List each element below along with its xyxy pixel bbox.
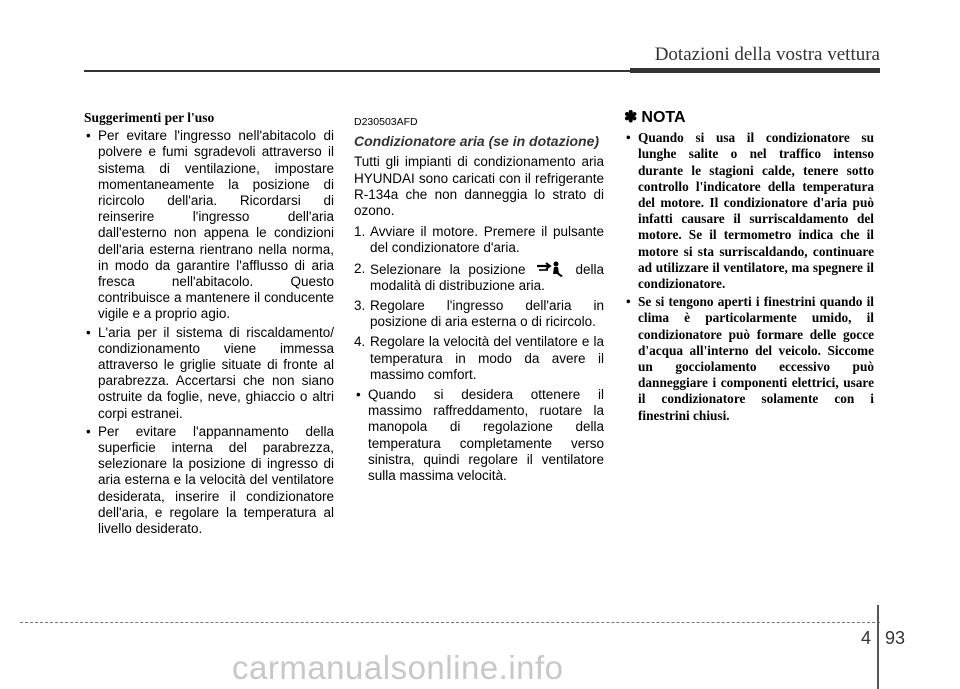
step-text: Avviare il motore. Premere il pulsante del condizionatore d'aria. <box>370 224 604 256</box>
steps-list <box>354 224 604 383</box>
note-title: NOTA <box>641 109 686 126</box>
section-title: Condizionatore aria (se in dotazione) <box>354 133 600 150</box>
page-number: 93 <box>885 628 906 648</box>
list-item: • Quando si desidera ottenere il massimo raffreddamento, ruotare la manopola di regolazione della temperatura completamente verso sinistra, quindi regolare il ventilatore sulla massima velocità. <box>354 387 604 484</box>
step-text: Selezionare la posizione <box>370 261 526 277</box>
step-number: 4. <box>354 334 366 350</box>
note-heading <box>624 110 874 126</box>
list-item: • Se si tengono aperti i finestrini quando il clima è particolarmente umido, il condizionatore può formare delle gocce d'acqua all'interno del veicolo. Siccome un gocciolamento eccessivo può danneggiare i componenti elettrici, usare il condizionatore solamente con i finestrini chiusi. <box>624 294 874 424</box>
column-note <box>624 110 874 426</box>
list-item: • L'aria per il sistema di riscaldamento/ condizionamento viene immessa attraverso le griglie situate di fronte al parabrezza. Accertarsi che non siano ostruite da foglie, neve, ghiaccio o altri corpi estranei. <box>84 325 334 422</box>
list-item: • Quando si usa il condizionatore su lunghe salite o nel traffico intenso durante le stagioni calde, tenere sotto controllo l'indicatore della temperatura del motore. Il condizionatore d'aria può infatti causare il surriscaldamento del motore. Se il termometro indica che il motore si sta surriscaldando, continuare ad utilizzare il ventilatore, ma spegnere il condizionatore. <box>624 130 874 292</box>
step-number: 3. <box>354 298 366 314</box>
watermark-logo: carmanualsonline.info <box>232 649 564 686</box>
page-header-title: Dotazioni della vostra vettura <box>654 44 880 65</box>
list-item: • Per evitare l'ingresso nell'abitacolo di polvere e fumi sgradevoli attraverso il sistema di ventilazione, impostare momentaneamente la posizione di ricircolo dell'aria. Ricordarsi di reinserire l'ingresso dell'aria dall'esterno non appena le condizioni dell'aria esterna rientrano nella norma, in modo da garantire l'afflusso di aria fresca nell'abitacolo. Questo contribuisce a mantenere il conducente vigile e a proprio agio. <box>84 128 334 322</box>
column-tips <box>84 110 334 539</box>
note-star-icon: ✽ <box>624 109 638 126</box>
intro-paragraph: Tutti gli impianti di condizionamento aria HYUNDAI sono caricati con il refrigerante R-134a che non danneggia lo strato di ozono. <box>354 154 604 219</box>
footer-divider <box>877 605 879 689</box>
step-text: Regolare l'ingresso dell'aria in posizione di aria esterna o di ricircolo. <box>370 298 604 330</box>
step-text: Regolare la velocità del ventilatore e la temperatura in modo da avere il massimo comfort. <box>370 334 604 382</box>
chapter-number: 4 <box>860 628 871 648</box>
step-text: della modalità di distribuzione aria. <box>370 261 604 293</box>
step-item <box>354 298 604 330</box>
air-mode-face-icon <box>535 261 565 277</box>
column-air-conditioner <box>354 110 604 486</box>
note-list <box>624 130 874 424</box>
step-item <box>354 334 604 383</box>
tips-heading: Suggerimenti per l'uso <box>84 110 215 125</box>
step-number: 1. <box>354 224 366 240</box>
list-item: • Per evitare l'appannamento della superficie interna del parabrezza, selezionare la posizione di ingresso di aria esterna e la velocità del ventilatore desiderata, inserire il condizionatore dell'aria, e regolare la temperatura al livello desiderato. <box>84 424 334 537</box>
section-code: D230503AFD <box>354 116 418 128</box>
step-item <box>354 224 604 256</box>
cooling-tip-list <box>354 387 604 484</box>
step-number: 2. <box>354 260 366 276</box>
tips-list <box>84 128 334 537</box>
header-rule <box>84 70 880 72</box>
footer-rule <box>20 622 880 623</box>
step-item <box>354 261 604 294</box>
